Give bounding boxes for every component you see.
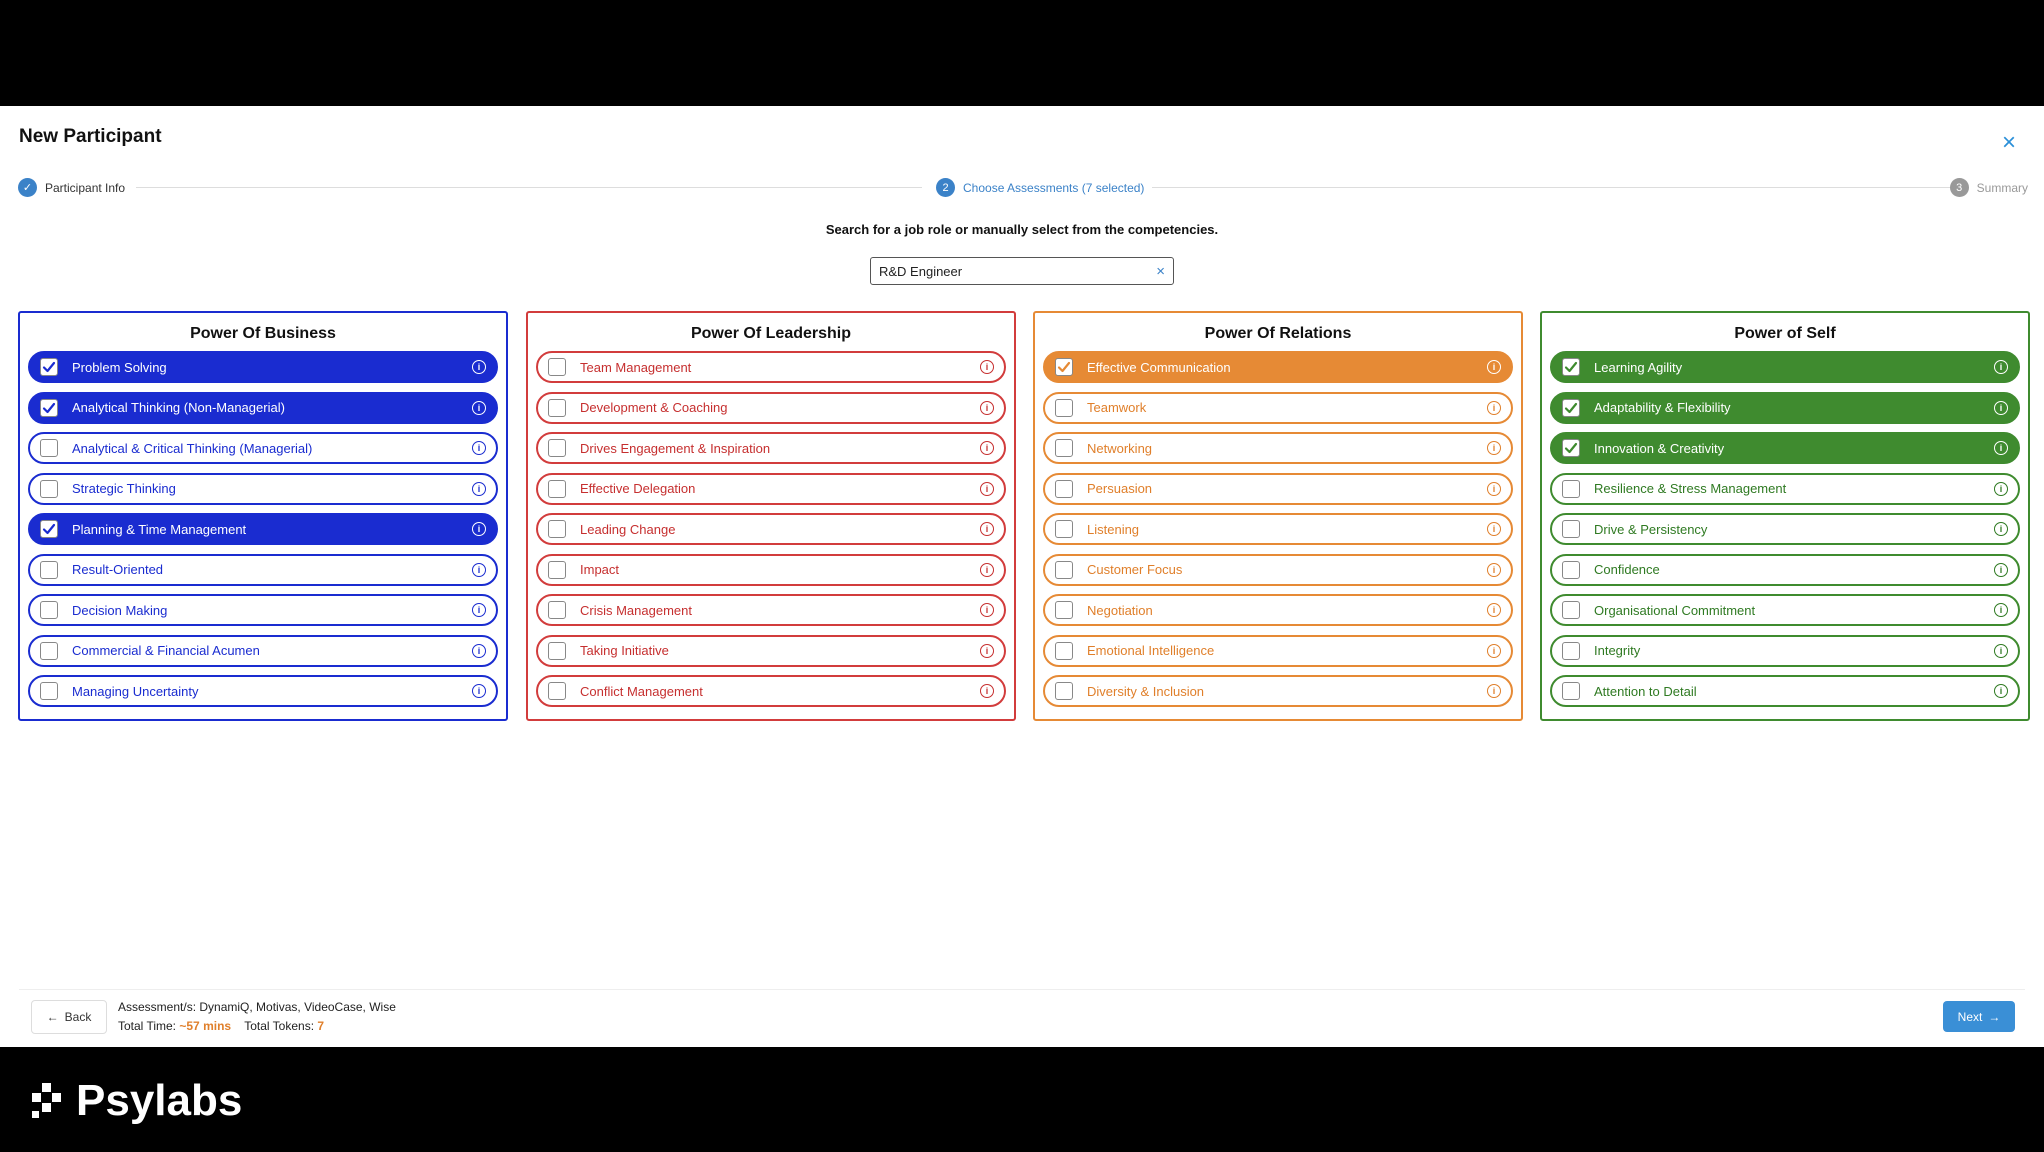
modal-title: New Participant [19,126,162,147]
info-icon[interactable]: i [1994,482,2008,496]
checkbox[interactable] [1562,439,1580,457]
arrow-right-icon: → [1988,1009,2001,1024]
check-icon [1564,401,1578,415]
competency-label: Confidence [1594,562,1660,577]
checkbox[interactable] [548,480,566,498]
close-icon[interactable]: × [2001,129,2016,156]
competency-label: Resilience & Stress Management [1594,481,1787,496]
step-number: 2 [936,178,955,197]
info-icon[interactable]: i [1994,603,2008,617]
competency-label: Negotiation [1087,602,1153,618]
competency-label: Adaptability & Flexibility [1594,400,1731,415]
competency-item[interactable] [1043,635,1513,667]
checkbox[interactable] [1562,480,1580,498]
step-label: Participant Info [45,180,126,195]
competency-label: Strategic Thinking [72,481,176,496]
checkbox[interactable] [1562,561,1580,579]
info-icon[interactable]: i [980,522,994,536]
competency-item[interactable] [28,392,498,424]
competency-item[interactable] [1043,432,1513,464]
competency-item[interactable] [1550,675,2020,707]
info-icon[interactable]: i [980,684,994,698]
clear-icon[interactable]: × [1156,262,1165,280]
psylabs-logo-icon [30,1081,62,1121]
assessments-value: DynamiQ, Motivas, VideoCase, Wise [199,1000,396,1014]
info-icon[interactable]: i [1994,441,2008,455]
competency-item[interactable] [536,473,1006,505]
competency-item[interactable] [28,513,498,545]
checkbox[interactable] [1055,520,1073,538]
time-label: Total Time: [118,1019,177,1033]
competency-label: Learning Agility [1594,359,1683,375]
competency-label: Listening [1087,521,1140,537]
job-role-search-input[interactable] [870,257,1174,285]
competency-label: Result-Oriented [72,562,164,577]
competency-label: Emotional Intelligence [1087,643,1215,658]
competency-column-1 [526,311,1016,721]
info-icon[interactable]: i [1994,401,2008,415]
step-label: Summary [1976,180,2028,195]
competency-label: Problem Solving [72,359,167,375]
competency-label: Planning & Time Management [72,521,247,537]
competency-item[interactable] [536,554,1006,586]
competency-label: Development & Coaching [580,400,728,415]
competency-item[interactable] [1043,594,1513,626]
checkbox[interactable] [548,561,566,579]
footer-divider [19,989,2025,990]
competency-label: Teamwork [1087,400,1147,415]
competency-item[interactable] [28,432,498,464]
info-icon[interactable]: i [472,603,486,617]
checkbox[interactable] [548,399,566,417]
checkbox[interactable] [1055,601,1073,619]
info-icon[interactable]: i [1487,522,1501,536]
info-icon[interactable]: i [1994,684,2008,698]
step-participant-info[interactable] [18,178,125,197]
brand-name: Psylabs [76,1076,243,1125]
competency-label: Decision Making [72,602,168,618]
competency-label: Managing Uncertainty [72,683,199,699]
competency-item[interactable] [1550,513,2020,545]
competency-item[interactable] [1550,351,2020,383]
check-icon: ✓ [18,178,37,197]
check-icon [42,360,56,374]
info-icon[interactable]: i [1994,360,2008,374]
checkbox[interactable] [548,358,566,376]
info-icon[interactable]: i [472,684,486,698]
stepper [18,178,2028,218]
checkbox[interactable] [40,561,58,579]
step-choose-assessments[interactable] [936,178,1144,197]
checkbox[interactable] [1055,480,1073,498]
competency-label: Diversity & Inclusion [1087,683,1205,699]
competency-label: Taking Initiative [580,643,669,658]
checkbox[interactable] [40,399,58,417]
competency-label: Customer Focus [1087,562,1183,577]
checkbox[interactable] [548,601,566,619]
time-value: ~57 mins [179,1019,232,1033]
competency-label: Integrity [1594,643,1641,658]
checkbox[interactable] [548,520,566,538]
competency-item[interactable] [28,473,498,505]
checkbox[interactable] [1562,642,1580,660]
info-icon[interactable]: i [980,563,994,577]
competency-item[interactable] [1043,473,1513,505]
checkbox[interactable] [1055,439,1073,457]
info-icon[interactable]: i [472,644,486,658]
info-icon[interactable]: i [1994,563,2008,577]
competency-item[interactable] [1043,513,1513,545]
step-summary[interactable] [1950,178,2028,197]
competency-label: Networking [1087,440,1153,456]
checkbox[interactable] [40,358,58,376]
info-icon[interactable]: i [1487,603,1501,617]
competency-item[interactable] [1043,554,1513,586]
competency-label: Leading Change [580,521,676,537]
checkbox[interactable] [1562,601,1580,619]
competency-item[interactable] [536,635,1006,667]
competency-item[interactable] [1550,392,2020,424]
competency-item[interactable] [1550,635,2020,667]
checkbox[interactable] [548,642,566,660]
competency-item[interactable] [1550,594,2020,626]
competency-item[interactable] [536,432,1006,464]
top-black-bar [0,0,2044,106]
arrow-left-icon: ← [46,1010,59,1024]
competency-label: Crisis Management [580,602,692,618]
checkbox[interactable] [40,520,58,538]
competency-label: Commercial & Financial Acumen [72,643,260,658]
info-icon[interactable]: i [1487,360,1501,374]
competency-item[interactable] [536,392,1006,424]
competency-item[interactable] [28,554,498,586]
competency-item[interactable] [536,675,1006,707]
search-value[interactable]: R&D Engineer [879,263,963,279]
competency-item[interactable] [28,594,498,626]
competency-label: Effective Delegation [580,481,696,496]
competency-item[interactable] [536,351,1006,383]
checkbox[interactable] [548,439,566,457]
brand-logo [30,1076,242,1126]
instruction-text: Search for a job role or manually select from the competencies. [825,222,1219,237]
competency-item[interactable] [28,675,498,707]
next-button[interactable]: Next → [1943,1001,2015,1032]
column-title: Power Of Leadership [690,325,852,342]
info-icon[interactable]: i [472,482,486,496]
info-icon[interactable]: i [1487,401,1501,415]
competency-item[interactable] [1550,432,2020,464]
info-icon[interactable]: i [472,360,486,374]
competency-column-0 [18,311,508,721]
info-icon[interactable]: i [980,360,994,374]
competency-label: Analytical & Critical Thinking (Managerial) [72,440,313,456]
check-icon [1057,360,1071,374]
tokens-value: 7 [317,1019,325,1033]
info-icon[interactable]: i [1487,684,1501,698]
stepper-divider [136,187,922,188]
competency-label: Drive & Persistency [1594,521,1708,537]
info-icon[interactable]: i [472,441,486,455]
column-title: Power Of Relations [1204,325,1352,342]
info-icon[interactable]: i [980,401,994,415]
checkbox[interactable] [40,642,58,660]
info-icon[interactable]: i [1994,644,2008,658]
checkbox[interactable] [40,480,58,498]
checkbox[interactable] [1055,561,1073,579]
competency-item[interactable] [1043,351,1513,383]
checkbox[interactable] [40,439,58,457]
checkbox[interactable] [1055,642,1073,660]
competency-item[interactable] [1043,675,1513,707]
check-icon [1564,360,1578,374]
checkbox[interactable] [1562,358,1580,376]
competency-label: Organisational Commitment [1594,602,1756,618]
check-icon [42,401,56,415]
info-icon[interactable]: i [980,603,994,617]
check-icon [42,522,56,536]
new-participant-modal [0,106,2044,1047]
competency-label: Effective Communication [1087,359,1231,375]
checkbox[interactable] [1055,399,1073,417]
column-title: Power of Self [1734,325,1836,342]
competency-item[interactable] [536,594,1006,626]
competency-item[interactable] [536,513,1006,545]
info-icon[interactable]: i [1487,563,1501,577]
info-icon[interactable]: i [980,644,994,658]
checkbox[interactable] [1562,520,1580,538]
competency-item[interactable] [1550,473,2020,505]
info-icon[interactable]: i [472,401,486,415]
competency-label: Impact [580,562,620,577]
competency-label: Innovation & Creativity [1594,440,1725,456]
info-icon[interactable]: i [472,522,486,536]
step-number: 3 [1950,178,1969,197]
checkbox[interactable] [1055,358,1073,376]
info-icon[interactable]: i [980,482,994,496]
checkbox[interactable] [40,682,58,700]
check-icon [1564,441,1578,455]
info-icon[interactable]: i [980,441,994,455]
checkbox[interactable] [1562,682,1580,700]
column-title: Power Of Business [190,325,336,342]
assessment-summary [118,998,396,1036]
competency-column-2 [1033,311,1523,721]
step-label: Choose Assessments (7 selected) [963,180,1145,195]
back-button[interactable]: ← Back [31,1000,107,1034]
competency-column-3 [1540,311,2030,721]
assessments-label: Assessment/s: [118,1000,197,1014]
competency-item[interactable] [28,351,498,383]
info-icon[interactable]: i [1487,644,1501,658]
stepper-divider [1152,187,1952,188]
competency-label: Drives Engagement & Inspiration [580,440,771,456]
info-icon[interactable]: i [1994,522,2008,536]
competency-label: Persuasion [1087,481,1153,496]
competency-label: Analytical Thinking (Non-Managerial) [72,400,285,415]
info-icon[interactable]: i [472,563,486,577]
checkbox[interactable] [1055,682,1073,700]
competency-item[interactable] [1043,392,1513,424]
competency-item[interactable] [1550,554,2020,586]
competency-label: Team Management [580,359,692,375]
competency-item[interactable] [28,635,498,667]
checkbox[interactable] [548,682,566,700]
tokens-label: Total Tokens: [244,1019,315,1033]
checkbox[interactable] [1562,399,1580,417]
competency-label: Conflict Management [580,683,703,699]
competency-label: Attention to Detail [1594,683,1697,699]
info-icon[interactable]: i [1487,482,1501,496]
info-icon[interactable]: i [1487,441,1501,455]
checkbox[interactable] [40,601,58,619]
